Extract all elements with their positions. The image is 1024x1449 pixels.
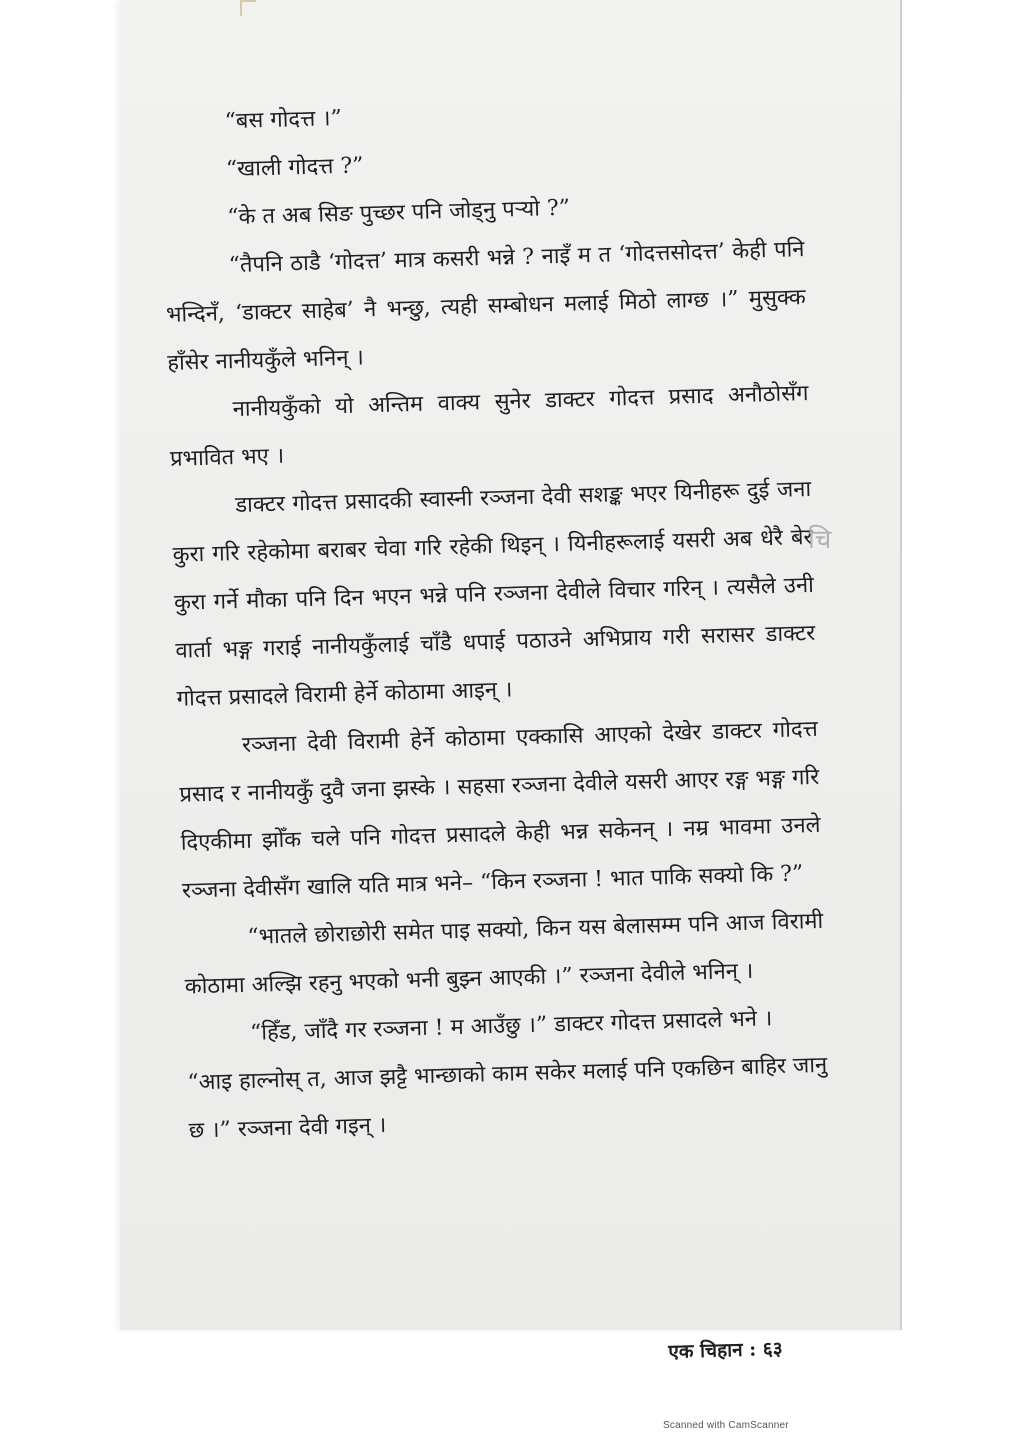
page-body [160,82,832,1155]
page-footer: एक चिहान : ६३ [668,1337,783,1363]
paragraph: डाक्टर गोदत्त प्रसादकी स्वास्नी रञ्जना देवी सशङ्क भएर यिनीहरू दुई जना कुरा गरि रहेकोमा बराबर चेवा गरि रहेकी थिइन् । यिनीहरूलाई यसरी अब धेरै बेर कुरा गर्ने मौका पनि दिन भएन भन्ने पनि रञ्जना देवीले विचार गरिन् । त्यसैले उनी वार्ता भङ्ग गराई नानीयकुँलाई चाँडै धपाई पठाउने अभिप्राय गरी सरासर डाक्टर गोदत्त प्रसादले विरामी हेर्ने कोठामा आइन् । [172,476,816,712]
paragraph: रञ्जना देवी विरामी हेर्ने कोठामा एक्कासि आएको देखेर डाक्टर गोदत्त प्रसाद र नानीयकुँ दुवै जना झस्के । सहसा रञ्जना देवीले यसरी आएर रङ्ग भङ्ग गरि दिएकीमा झोँक चले पनि गोदत्त प्रसादले केही भन्न सकेनन् । नम्र भावमा उनले रञ्जना देवीसँग खालि यति मात्र भने– “किन रञ्जना ! भात पाकि सक्यो कि ?” [179,716,821,904]
dialogue-line: “बस गोदत्त ।” [224,105,343,135]
page-corner-mark [240,0,256,16]
dialogue-line: “खाली गोदत्त ?” [225,153,364,183]
paragraph: “भातले छोराछोरी समेत पाइ सक्यो, किन यस बेलासम्म पनि आज विरामी कोठामा अल्झि रहनु भएको भनी बुझ्न आएकी ।” रञ्जना देवीले भनिन् । [184,908,824,1000]
scanner-watermark: Scanned with CamScanner [663,1420,789,1431]
dialogue-line: “हिँड, जाँदै गर रञ्जना ! म आउँछु ।” डाक्टर गोदत्त प्रसादले भने । [249,1006,773,1046]
paragraph: नानीयकुँको यो अन्तिम वाक्य सुनेर डाक्टर गोदत्त प्रसाद अनौठोसँग प्रभावित भए । [169,381,809,472]
margin-note: चि [808,525,832,555]
paragraph: “तैपनि ठाडै ‘गोदत्त’ मात्र कसरी भन्ने ? नाइँ म त ‘गोदत्तसोदत्त’ केही पनि भन्दिनँ, ‘डाक्टर साहेब’ नै भन्छु, त्यही सम्बोधन मलाई मिठो लाग्छ ।” मुसुक्क हाँसेर नानीयकुँले भनिन् । [165,237,807,376]
paragraph: “आइ हाल्नोस् त, आज झट्टै भान्छाको काम सकेर मलाई पनि एकछिन बाहिर जानु छ ।” रञ्जना देवी गइन् । [187,1052,828,1144]
dialogue-line: “के त अब सिङ पुच्छर पनि जोड्नु पर्‍यो ?” [226,195,571,231]
